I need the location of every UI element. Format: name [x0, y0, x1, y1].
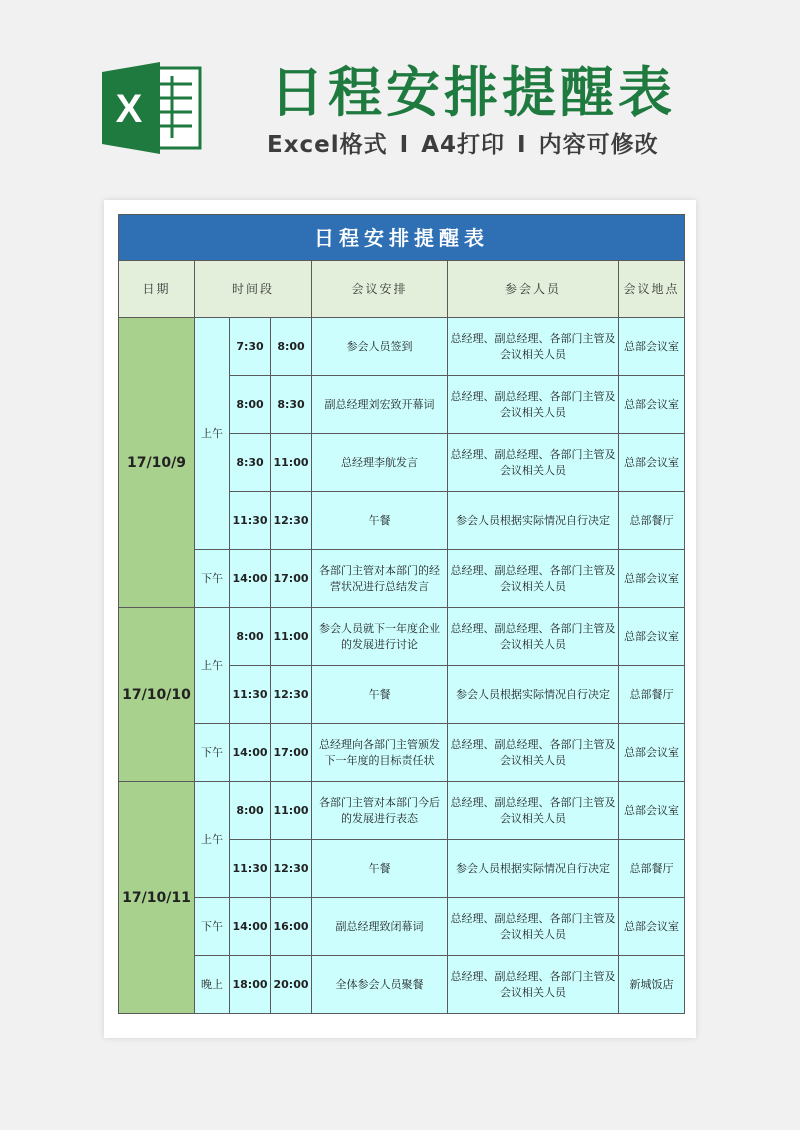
end-time-cell: 20:00: [271, 956, 312, 1014]
subtitle-separator: I: [517, 132, 527, 158]
period-cell: 下午: [195, 724, 230, 782]
attendees-cell: 参会人员根据实际情况自行决定: [448, 840, 619, 898]
attendees-cell: 总经理、副总经理、各部门主管及会议相关人员: [448, 608, 619, 666]
period-cell: 上午: [195, 608, 230, 724]
attendees-cell: 参会人员根据实际情况自行决定: [448, 666, 619, 724]
header-date: 日期: [119, 261, 195, 318]
meeting-cell: 各部门主管对本部门今后的发展进行表态: [312, 782, 448, 840]
meeting-cell: 总经理李航发言: [312, 434, 448, 492]
table-row: [119, 956, 685, 1014]
venue-cell: 总部会议室: [619, 898, 685, 956]
header-time: 时间段: [195, 261, 312, 318]
venue-cell: 总部会议室: [619, 318, 685, 376]
period-cell: 上午: [195, 782, 230, 898]
end-time-cell: 12:30: [271, 840, 312, 898]
table-row: [119, 608, 685, 666]
period-cell: 下午: [195, 550, 230, 608]
meeting-cell: 副总经理致闭幕词: [312, 898, 448, 956]
venue-cell: 总部会议室: [619, 434, 685, 492]
meeting-cell: 参会人员签到: [312, 318, 448, 376]
end-time-cell: 17:00: [271, 550, 312, 608]
attendees-cell: 总经理、副总经理、各部门主管及会议相关人员: [448, 376, 619, 434]
venue-cell: 总部会议室: [619, 724, 685, 782]
end-time-cell: 11:00: [271, 608, 312, 666]
attendees-cell: 总经理、副总经理、各部门主管及会议相关人员: [448, 898, 619, 956]
page-title: 日程安排提醒表: [270, 61, 676, 124]
header-meeting: 会议安排: [312, 261, 448, 318]
attendees-cell: 总经理、副总经理、各部门主管及会议相关人员: [448, 318, 619, 376]
period-cell: 上午: [195, 318, 230, 550]
date-cell: 17/10/11: [119, 782, 195, 1014]
subtitle-print: A4打印: [421, 132, 506, 158]
date-cell: 17/10/9: [119, 318, 195, 608]
venue-cell: 总部会议室: [619, 550, 685, 608]
attendees-cell: 参会人员根据实际情况自行决定: [448, 492, 619, 550]
meeting-cell: 各部门主管对本部门的经营状况进行总结发言: [312, 550, 448, 608]
venue-cell: 总部餐厅: [619, 666, 685, 724]
start-time-cell: 8:00: [230, 376, 271, 434]
excel-icon: [102, 60, 202, 156]
venue-cell: 总部餐厅: [619, 492, 685, 550]
start-time-cell: 11:30: [230, 492, 271, 550]
end-time-cell: 11:00: [271, 434, 312, 492]
start-time-cell: 14:00: [230, 724, 271, 782]
attendees-cell: 总经理、副总经理、各部门主管及会议相关人员: [448, 782, 619, 840]
header-attendees: 参会人员: [448, 261, 619, 318]
end-time-cell: 11:00: [271, 782, 312, 840]
header-venue: 会议地点: [619, 261, 685, 318]
venue-cell: 新城饭店: [619, 956, 685, 1014]
meeting-cell: 午餐: [312, 492, 448, 550]
start-time-cell: 8:30: [230, 434, 271, 492]
schedule-table: [118, 214, 685, 1014]
venue-cell: 总部会议室: [619, 376, 685, 434]
spreadsheet-preview: [104, 200, 696, 1038]
attendees-cell: 总经理、副总经理、各部门主管及会议相关人员: [448, 550, 619, 608]
start-time-cell: 7:30: [230, 318, 271, 376]
attendees-cell: 总经理、副总经理、各部门主管及会议相关人员: [448, 956, 619, 1014]
attendees-cell: 总经理、副总经理、各部门主管及会议相关人员: [448, 724, 619, 782]
end-time-cell: 8:30: [271, 376, 312, 434]
end-time-cell: 17:00: [271, 724, 312, 782]
start-time-cell: 14:00: [230, 550, 271, 608]
meeting-cell: 参会人员就下一年度企业的发展进行讨论: [312, 608, 448, 666]
period-cell: 晚上: [195, 956, 230, 1014]
subtitle-separator: I: [399, 132, 410, 158]
start-time-cell: 14:00: [230, 898, 271, 956]
venue-cell: 总部会议室: [619, 608, 685, 666]
meeting-cell: 全体参会人员聚餐: [312, 956, 448, 1014]
table-title: 日程安排提醒表: [119, 215, 685, 261]
subtitle-format: Excel格式: [267, 132, 388, 158]
svg-text:X: X: [115, 87, 143, 131]
start-time-cell: 11:30: [230, 840, 271, 898]
meeting-cell: 午餐: [312, 840, 448, 898]
table-row: [119, 724, 685, 782]
venue-cell: 总部餐厅: [619, 840, 685, 898]
table-row: [119, 550, 685, 608]
start-time-cell: 11:30: [230, 666, 271, 724]
end-time-cell: 16:00: [271, 898, 312, 956]
meeting-cell: 总经理向各部门主管颁发下一年度的目标责任状: [312, 724, 448, 782]
start-time-cell: 18:00: [230, 956, 271, 1014]
end-time-cell: 8:00: [271, 318, 312, 376]
table-row: [119, 898, 685, 956]
period-cell: 下午: [195, 898, 230, 956]
meeting-cell: 午餐: [312, 666, 448, 724]
date-cell: 17/10/10: [119, 608, 195, 782]
subtitle: [267, 126, 707, 159]
table-row: [119, 782, 685, 840]
end-time-cell: 12:30: [271, 666, 312, 724]
attendees-cell: 总经理、副总经理、各部门主管及会议相关人员: [448, 434, 619, 492]
subtitle-editable: 内容可修改: [538, 132, 659, 158]
meeting-cell: 副总经理刘宏致开幕词: [312, 376, 448, 434]
start-time-cell: 8:00: [230, 608, 271, 666]
table-row: [119, 318, 685, 376]
start-time-cell: 8:00: [230, 782, 271, 840]
venue-cell: 总部会议室: [619, 782, 685, 840]
end-time-cell: 12:30: [271, 492, 312, 550]
